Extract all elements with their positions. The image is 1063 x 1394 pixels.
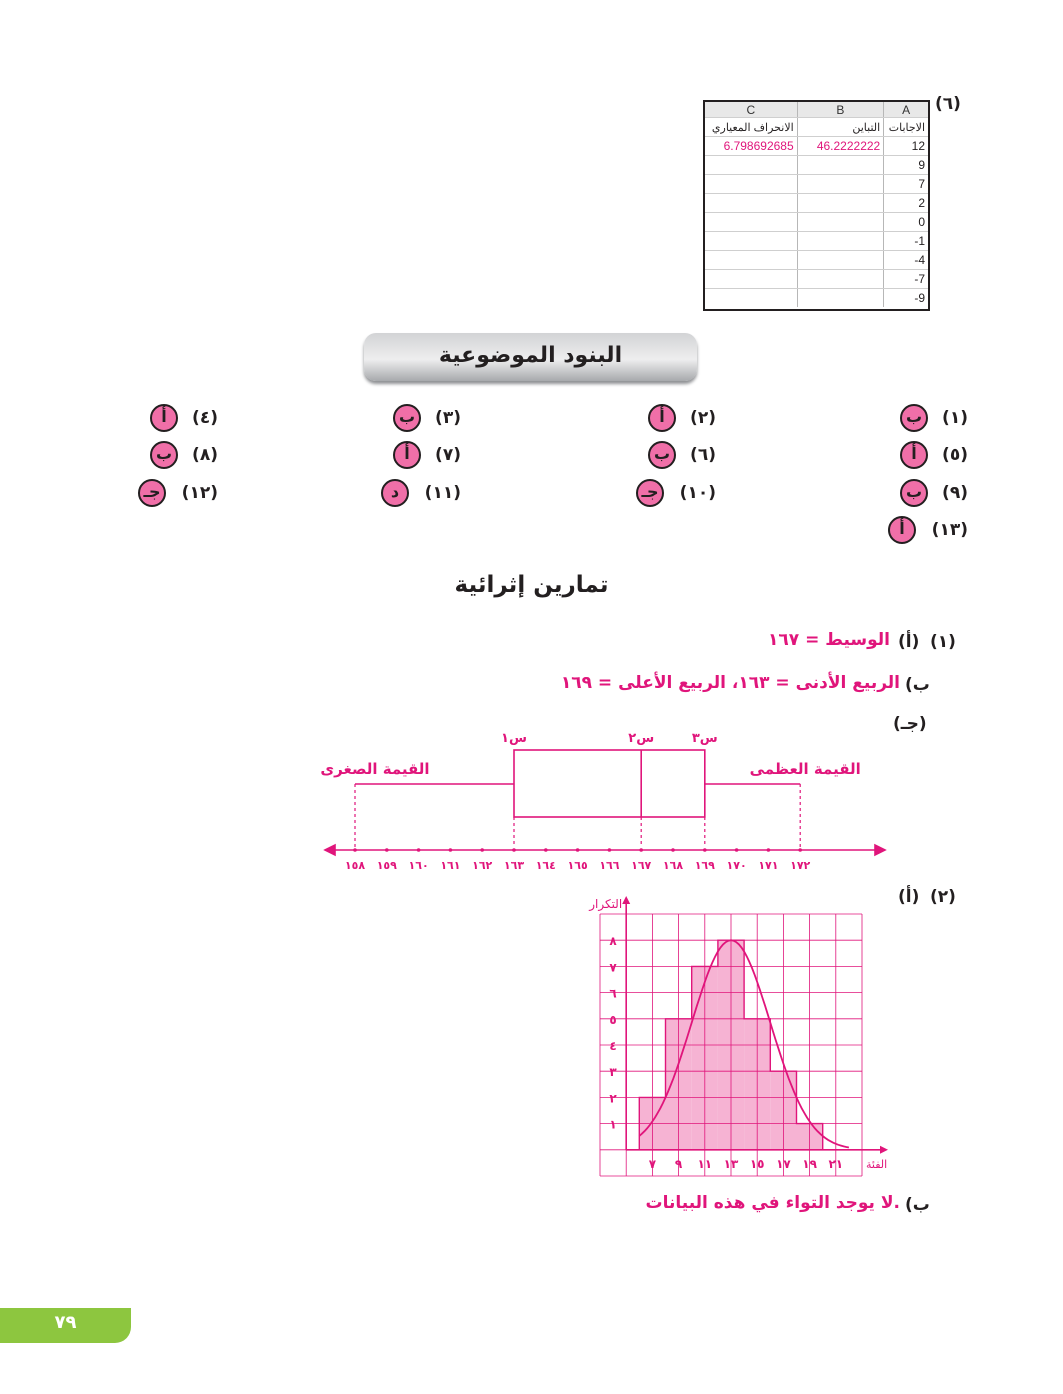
- ex2-a-label: (أ): [898, 887, 920, 907]
- objective-answer-item: [848, 516, 968, 544]
- x-tick-label: ٢١: [828, 1156, 844, 1171]
- objective-answer-item: [596, 479, 716, 507]
- x-tick-label: ١٩: [802, 1156, 817, 1171]
- ex1-b-text: الربيع الأدنى = ١٦٣، الربيع الأعلى = ١٦٩: [560, 673, 900, 693]
- ex2-number: (٢): [930, 887, 956, 907]
- y-tick-label: ٦: [609, 986, 617, 1001]
- tick-label: ١٧٢: [790, 859, 811, 872]
- objective-answer-item: [341, 404, 461, 432]
- x-axis-arrow: [880, 1146, 888, 1154]
- tick-label: ١٦٠: [408, 859, 429, 872]
- cell-answer[interactable]: 12: [884, 137, 928, 156]
- cell-answer[interactable]: 2: [884, 194, 928, 213]
- objective-answer-item: [596, 441, 716, 469]
- cell-empty[interactable]: [705, 289, 797, 308]
- tick-dot: [544, 848, 548, 852]
- cell-answer[interactable]: -7: [884, 270, 928, 289]
- objective-answer-bubble: أ: [648, 404, 676, 432]
- box: [514, 750, 705, 817]
- objective-answer-number: (١٢): [181, 483, 218, 503]
- objective-answer-bubble: جـ: [636, 479, 664, 507]
- page-number: ٧٩: [0, 1308, 131, 1343]
- y-tick-label: ٨: [609, 934, 617, 949]
- column-header-c[interactable]: C: [705, 102, 797, 118]
- tick-label: ١٦٤: [535, 859, 556, 872]
- objective-answer-number: (٨): [192, 445, 218, 465]
- objective-answer-bubble: ب: [150, 441, 178, 469]
- axis-arrow-right: [875, 845, 885, 855]
- tick-label: ١٦٧: [631, 859, 652, 872]
- cell-empty[interactable]: [797, 232, 884, 251]
- cell-empty[interactable]: [797, 251, 884, 270]
- cell-answer[interactable]: -1: [884, 232, 928, 251]
- objective-answer-item: [848, 441, 968, 469]
- objective-answer-number: (٤): [192, 408, 218, 428]
- ex1-b-label: (ب: [905, 675, 930, 695]
- ex1-c-label: (جـ): [893, 714, 927, 734]
- tick-dot: [735, 848, 739, 852]
- tick-label: ١٦٩: [694, 859, 715, 872]
- tick-dot: [417, 848, 421, 852]
- cell-answer[interactable]: 9: [884, 156, 928, 175]
- tick-dot: [449, 848, 453, 852]
- objective-answer-item: [848, 404, 968, 432]
- tick-dot: [353, 848, 357, 852]
- x-tick-label: ١٥: [749, 1156, 765, 1171]
- objective-answer-number: (١٣): [931, 520, 968, 540]
- tick-dot: [671, 848, 675, 852]
- histogram-chart: [570, 888, 900, 1183]
- objective-answer-item: [98, 404, 218, 432]
- objective-answer-number: (٦): [690, 445, 716, 465]
- ex1-a-label: (أ): [898, 632, 920, 652]
- section-banner-objective: البنود الموضوعية: [364, 333, 697, 381]
- objective-answer-bubble: أ: [393, 441, 421, 469]
- cell-answer[interactable]: 0: [884, 213, 928, 232]
- cell-answer[interactable]: 7: [884, 175, 928, 194]
- tick-label: ١٦٦: [599, 859, 620, 872]
- tick-dot: [480, 848, 484, 852]
- objective-answer-item: [341, 441, 461, 469]
- objective-answer-bubble: ب: [648, 441, 676, 469]
- tick-label: ١٦٨: [662, 859, 684, 872]
- cell-a1[interactable]: الاجابات: [884, 118, 928, 137]
- objective-answer-bubble: ب: [900, 404, 928, 432]
- objective-answer-item: [341, 479, 461, 507]
- x-tick-label: ١٣: [723, 1156, 739, 1171]
- objective-answer-item: [596, 404, 716, 432]
- y-tick-label: ١: [609, 1117, 617, 1132]
- cell-empty[interactable]: [705, 213, 797, 232]
- objective-answer-bubble: أ: [900, 441, 928, 469]
- x-axis-label: الفئة: [866, 1157, 888, 1171]
- objective-answer-item: [98, 479, 218, 507]
- y-axis-label: التكرار: [589, 897, 623, 911]
- cell-empty[interactable]: [797, 289, 884, 308]
- tick-dot: [767, 848, 771, 852]
- cell-answer[interactable]: -9: [914, 291, 925, 305]
- column-header-a[interactable]: A: [884, 102, 928, 118]
- ex1-a-text: الوسيط = ١٦٧: [768, 630, 890, 650]
- ex2-b-label: (ب: [905, 1195, 930, 1215]
- cell-empty[interactable]: [797, 156, 884, 175]
- y-axis-arrow: [622, 896, 630, 904]
- objective-answer-number: (٣): [435, 408, 461, 428]
- q2-label: س٢: [628, 731, 655, 746]
- axis-arrow-left: [325, 845, 335, 855]
- tick-label: ١٥٩: [376, 859, 397, 872]
- cell-answer[interactable]: -4: [884, 251, 928, 270]
- spreadsheet-table: [705, 102, 928, 307]
- tick-dot: [703, 848, 707, 852]
- objective-answer-number: (١١): [424, 483, 461, 503]
- objective-answer-number: (٧): [435, 445, 461, 465]
- objective-answer-bubble: ب: [393, 404, 421, 432]
- box-plot: [315, 722, 895, 877]
- spreadsheet: [703, 100, 930, 311]
- objective-answer-number: (٢): [690, 408, 716, 428]
- tick-label: ١٦٢: [472, 859, 493, 872]
- cell-std-dev[interactable]: 6.798692685: [705, 137, 797, 156]
- cell-empty[interactable]: [797, 175, 884, 194]
- max-label: القيمة العظمى: [749, 760, 861, 778]
- cell-empty[interactable]: [705, 232, 797, 251]
- y-tick-label: ٢: [609, 1091, 617, 1106]
- objective-answer-bubble: ب: [900, 479, 928, 507]
- tick-label: ١٦٣: [503, 859, 525, 872]
- tick-label: ١٥٨: [344, 859, 366, 872]
- cell-empty[interactable]: [705, 175, 797, 194]
- tick-dot: [639, 848, 643, 852]
- tick-dot: [512, 848, 516, 852]
- objective-answer-number: (١): [942, 408, 968, 428]
- column-header-b[interactable]: B: [797, 102, 884, 118]
- cell-empty[interactable]: [705, 251, 797, 270]
- ex2-b-text: لا يوجد التواء في هذه البيانات.: [645, 1193, 900, 1213]
- objective-answer-number: (١٠): [679, 483, 716, 503]
- tick-dot: [608, 848, 612, 852]
- tick-label: ١٦٥: [567, 859, 588, 872]
- y-tick-label: ٧: [609, 960, 617, 975]
- objective-answer-bubble: جـ: [138, 479, 166, 507]
- cell-empty[interactable]: [797, 213, 884, 232]
- min-label: القيمة الصغرى: [320, 760, 430, 778]
- objective-answer-bubble: أ: [150, 404, 178, 432]
- y-tick-label: ٤: [609, 1039, 617, 1053]
- enrichment-title: تمارين إثرائية: [454, 572, 609, 598]
- x-tick-label: ٩: [674, 1156, 683, 1171]
- tick-dot: [576, 848, 580, 852]
- objective-answer-bubble: د: [381, 479, 409, 507]
- objective-answer-number: (٥): [942, 445, 968, 465]
- objective-answer-number: (٩): [942, 483, 968, 503]
- exercise-6-number: (٦): [935, 94, 961, 114]
- cell-c1[interactable]: الانحراف المعياري: [705, 118, 797, 137]
- cell-variance[interactable]: 46.2222222: [797, 137, 884, 156]
- y-tick-label: ٥: [609, 1012, 617, 1027]
- x-tick-label: ١١: [697, 1156, 713, 1171]
- tick-label: ١٧٠: [726, 859, 747, 872]
- cell-b1[interactable]: التباين: [797, 118, 884, 137]
- tick-dot: [798, 848, 802, 852]
- q3-label: س٣: [691, 731, 718, 746]
- objective-answer-item: [848, 479, 968, 507]
- y-tick-label: ٣: [609, 1065, 617, 1080]
- q1-label: س١: [501, 731, 527, 746]
- objective-answer-item: [98, 441, 218, 469]
- x-tick-label: ١٧: [776, 1156, 791, 1171]
- cell-empty[interactable]: [797, 270, 884, 289]
- cell-empty[interactable]: [705, 156, 797, 175]
- cell-empty[interactable]: [705, 194, 797, 213]
- tick-label: ١٧١: [758, 859, 779, 872]
- ex1-number: (١): [930, 632, 956, 652]
- x-tick-label: ٧: [648, 1156, 657, 1171]
- cell-empty[interactable]: [797, 194, 884, 213]
- tick-label: ١٦١: [440, 859, 461, 872]
- tick-dot: [385, 848, 389, 852]
- objective-answer-bubble: أ: [888, 516, 916, 544]
- cell-empty[interactable]: [705, 270, 797, 289]
